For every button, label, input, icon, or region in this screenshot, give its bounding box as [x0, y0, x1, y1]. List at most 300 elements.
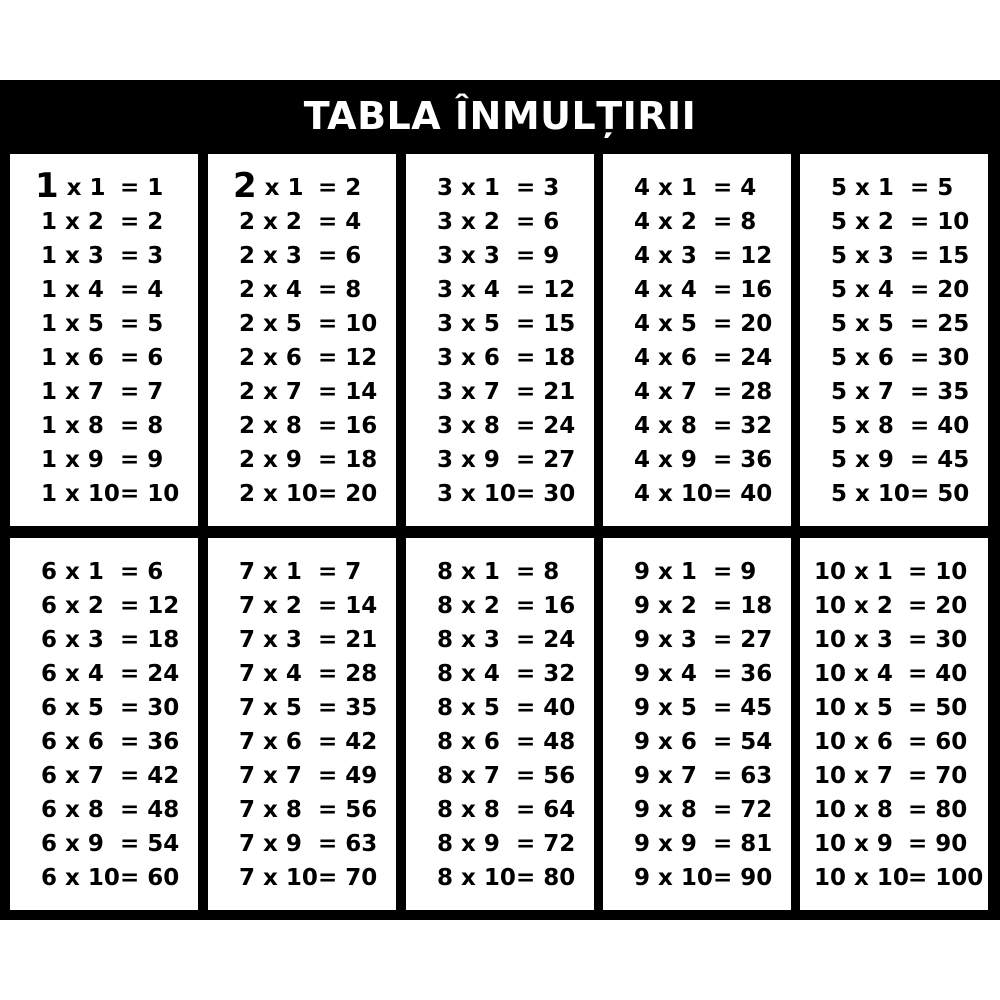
row-result: = 27 — [713, 627, 773, 653]
table-row — [800, 375, 988, 409]
row-result: = 45 — [910, 447, 970, 473]
row-factors: 7 x 7 — [239, 763, 302, 789]
row-factors: 3 x 6 — [437, 345, 500, 371]
row-result: = 90 — [713, 865, 773, 891]
row-result: = 24 — [516, 413, 576, 439]
table-row — [208, 725, 396, 759]
table-row — [603, 273, 791, 307]
row-result: = 42 — [120, 763, 180, 789]
row-result: = 28 — [318, 661, 378, 687]
table-row — [208, 239, 396, 273]
table-row — [208, 205, 396, 239]
row-result: = 8 — [713, 209, 757, 235]
row-factors: 7 x 3 — [239, 627, 302, 653]
table-row — [603, 443, 791, 477]
row-result: = 40 — [910, 413, 970, 439]
row-result: = 21 — [318, 627, 378, 653]
row-factors: 7 x 5 — [239, 695, 302, 721]
row-result: = 12 — [120, 593, 180, 619]
table-row — [10, 657, 198, 691]
row-factors: 1 x 7 — [41, 379, 104, 405]
row-factors: 4 x 8 — [634, 413, 697, 439]
table-row — [800, 555, 988, 589]
table-row — [603, 691, 791, 725]
table-row — [406, 375, 594, 409]
row-factors: 2 x 10 — [239, 481, 318, 507]
row-factors: 4 x 1 — [634, 175, 697, 201]
row-factors: 6 x 2 — [41, 593, 104, 619]
row-result: = 27 — [516, 447, 576, 473]
table-row — [406, 477, 594, 511]
row-result: = 4 — [120, 277, 164, 303]
table-row — [406, 171, 594, 205]
table-row — [10, 725, 198, 759]
row-result: = 7 — [120, 379, 164, 405]
table-row — [406, 691, 594, 725]
table-row — [800, 443, 988, 477]
table-row — [603, 341, 791, 375]
row-factors: 1 x 8 — [41, 413, 104, 439]
row-result: = 70 — [318, 865, 378, 891]
row-factors: 2 x 9 — [239, 447, 302, 473]
table-row — [10, 205, 198, 239]
row-result: = 16 — [516, 593, 576, 619]
row-result: = 12 — [713, 243, 773, 269]
row-result: = 54 — [713, 729, 773, 755]
row-factors: 9 x 6 — [634, 729, 697, 755]
row-factors: 5 x 5 — [831, 311, 894, 337]
row-result: = 8 — [516, 559, 560, 585]
row-factors: 9 x 9 — [634, 831, 697, 857]
row-factors: 1 x 5 — [41, 311, 104, 337]
row-factors: 4 x 9 — [634, 447, 697, 473]
table-row — [10, 307, 198, 341]
table-row — [800, 409, 988, 443]
row-factors: 6 x 4 — [41, 661, 104, 687]
table-row — [603, 623, 791, 657]
table-row — [208, 793, 396, 827]
table-row — [406, 307, 594, 341]
row-result: = 4 — [713, 175, 757, 201]
row-result: = 3 — [516, 175, 560, 201]
row-factors: 5 x 10 — [831, 481, 910, 507]
row-factors: 5 x 2 — [831, 209, 894, 235]
row-result: = 81 — [713, 831, 773, 857]
row-result: = 48 — [516, 729, 576, 755]
row-result: = 12 — [516, 277, 576, 303]
table-row — [800, 623, 988, 657]
row-result: = 35 — [318, 695, 378, 721]
table-8 — [406, 538, 594, 910]
table-row — [603, 307, 791, 341]
table-row — [406, 657, 594, 691]
table-row — [208, 691, 396, 725]
row-factors: 2 x 3 — [239, 243, 302, 269]
row-factors: 6 x 5 — [41, 695, 104, 721]
row-result: = 18 — [318, 447, 378, 473]
table-row — [208, 861, 396, 895]
row-factors: 6 x 1 — [41, 559, 104, 585]
row-factors: 1 x 4 — [41, 277, 104, 303]
table-row — [208, 307, 396, 341]
table-row — [406, 555, 594, 589]
row-result: = 36 — [713, 447, 773, 473]
table-row — [406, 205, 594, 239]
row-factors: 6 x 3 — [41, 627, 104, 653]
row-factors: 4 x 4 — [634, 277, 697, 303]
row-result: = 40 — [908, 661, 968, 687]
row-factors: 2 x 7 — [239, 379, 302, 405]
row-factors: 8 x 5 — [437, 695, 500, 721]
table-row — [406, 239, 594, 273]
row-factors: 5 x 7 — [831, 379, 894, 405]
row-factors: 5 x 6 — [831, 345, 894, 371]
row-factors: 10 x 1 — [814, 559, 893, 585]
table-row — [10, 166, 198, 206]
row-result: = 40 — [713, 481, 773, 507]
table-row — [10, 759, 198, 793]
table-10 — [800, 538, 988, 910]
row-factors: 2 x 5 — [239, 311, 302, 337]
row-result: = 20 — [910, 277, 970, 303]
row-result: = 64 — [516, 797, 576, 823]
table-row — [603, 555, 791, 589]
row-factors: 7 x 4 — [239, 661, 302, 687]
table-row — [10, 793, 198, 827]
row-result: = 8 — [318, 277, 362, 303]
row-factors: 8 x 8 — [437, 797, 500, 823]
row-factors: 8 x 10 — [437, 865, 516, 891]
table-5 — [800, 154, 988, 526]
row-result: = 1 — [120, 175, 164, 201]
row-result: = 63 — [318, 831, 378, 857]
row-result: = 54 — [120, 831, 180, 857]
table-row — [406, 827, 594, 861]
table-row — [208, 623, 396, 657]
table-row — [800, 793, 988, 827]
table-row — [406, 725, 594, 759]
row-result: = 12 — [318, 345, 378, 371]
row-factors: 8 x 1 — [437, 559, 500, 585]
table-row — [10, 691, 198, 725]
row-result: = 9 — [713, 559, 757, 585]
table-row — [10, 827, 198, 861]
row-factors: 1 x 2 — [41, 209, 104, 235]
row-result: = 63 — [713, 763, 773, 789]
row-factors: 10 x 8 — [814, 797, 893, 823]
row-factors: 6 x 7 — [41, 763, 104, 789]
row-result: = 15 — [910, 243, 970, 269]
row-result: = 9 — [516, 243, 560, 269]
row-factors: 10 x 5 — [814, 695, 893, 721]
row-result: = 5 — [910, 175, 954, 201]
row-factors: 8 x 7 — [437, 763, 500, 789]
table-row — [10, 623, 198, 657]
table-row — [603, 827, 791, 861]
table-row — [10, 477, 198, 511]
table-row — [800, 205, 988, 239]
table-row — [10, 555, 198, 589]
table-row — [208, 375, 396, 409]
row-result: = 72 — [516, 831, 576, 857]
table-row — [406, 793, 594, 827]
row-result: = 20 — [908, 593, 968, 619]
table-9 — [603, 538, 791, 910]
row-result: = 18 — [120, 627, 180, 653]
row-factors: 3 x 7 — [437, 379, 500, 405]
row-result: = 30 — [908, 627, 968, 653]
row-factors: 7 x 8 — [239, 797, 302, 823]
table-row — [800, 477, 988, 511]
row-factors: 6 x 9 — [41, 831, 104, 857]
row-result: = 90 — [908, 831, 968, 857]
row-result: = 30 — [910, 345, 970, 371]
table-row — [10, 239, 198, 273]
row-factors: 3 x 5 — [437, 311, 500, 337]
table-row — [603, 375, 791, 409]
table-row — [10, 589, 198, 623]
table-row — [208, 341, 396, 375]
row-factors: 6 x 6 — [41, 729, 104, 755]
row-factors: 3 x 9 — [437, 447, 500, 473]
table-row — [10, 443, 198, 477]
table-row — [800, 239, 988, 273]
row-factors: 7 x 9 — [239, 831, 302, 857]
row-factors: 9 x 4 — [634, 661, 697, 687]
row-result: = 15 — [516, 311, 576, 337]
row-factors: 10 x 4 — [814, 661, 893, 687]
table-row — [208, 555, 396, 589]
row-factors: 1 x 10 — [41, 481, 120, 507]
row-factors: 9 x 1 — [634, 559, 697, 585]
table-row — [208, 166, 396, 206]
row-result: = 24 — [713, 345, 773, 371]
table-row — [800, 759, 988, 793]
table-row — [10, 375, 198, 409]
table-row — [10, 273, 198, 307]
row-result: = 2 — [318, 175, 362, 201]
table-row — [10, 861, 198, 895]
table-row — [603, 759, 791, 793]
table-row — [800, 589, 988, 623]
row-factors: 7 x 2 — [239, 593, 302, 619]
row-factors: 3 x 10 — [437, 481, 516, 507]
row-result: = 45 — [713, 695, 773, 721]
table-row — [603, 861, 791, 895]
row-result: = 56 — [516, 763, 576, 789]
table-4 — [603, 154, 791, 526]
row-factors: 2 x 2 — [239, 209, 302, 235]
row-result: = 35 — [910, 379, 970, 405]
row-result: = 49 — [318, 763, 378, 789]
table-2 — [208, 154, 396, 526]
table-row — [800, 725, 988, 759]
row-factors: 3 x 4 — [437, 277, 500, 303]
row-factors: 2 x 8 — [239, 413, 302, 439]
row-factors: 4 x 3 — [634, 243, 697, 269]
table-row — [800, 273, 988, 307]
table-row — [406, 589, 594, 623]
table-row — [800, 657, 988, 691]
table-row — [800, 827, 988, 861]
row-factors: 7 x 10 — [239, 865, 318, 891]
row-factors: 3 x 2 — [437, 209, 500, 235]
table-row — [800, 691, 988, 725]
row-factors: 10 x 7 — [814, 763, 893, 789]
row-factors: 2 x 1 — [233, 166, 304, 206]
row-result: = 10 — [318, 311, 378, 337]
table-6 — [10, 538, 198, 910]
table-row — [208, 759, 396, 793]
table-row — [208, 273, 396, 307]
table-row — [603, 171, 791, 205]
row-result: = 8 — [120, 413, 164, 439]
row-factors: 4 x 6 — [634, 345, 697, 371]
row-result: = 18 — [713, 593, 773, 619]
row-result: = 24 — [120, 661, 180, 687]
row-result: = 6 — [318, 243, 362, 269]
row-factors: 10 x 2 — [814, 593, 893, 619]
table-row — [603, 477, 791, 511]
row-result: = 4 — [318, 209, 362, 235]
row-result: = 40 — [516, 695, 576, 721]
row-result: = 10 — [120, 481, 180, 507]
table-row — [800, 341, 988, 375]
row-result: = 14 — [318, 593, 378, 619]
row-result: = 50 — [908, 695, 968, 721]
row-result: = 24 — [516, 627, 576, 653]
row-factors: 5 x 4 — [831, 277, 894, 303]
row-result: = 50 — [910, 481, 970, 507]
table-row — [406, 861, 594, 895]
row-result: = 16 — [713, 277, 773, 303]
row-factors: 4 x 5 — [634, 311, 697, 337]
row-result: = 20 — [713, 311, 773, 337]
table-row — [406, 623, 594, 657]
row-factors: 5 x 8 — [831, 413, 894, 439]
row-result: = 72 — [713, 797, 773, 823]
row-factors: 2 x 6 — [239, 345, 302, 371]
table-row — [603, 793, 791, 827]
row-result: = 18 — [516, 345, 576, 371]
multiplication-board — [0, 80, 1000, 920]
table-row — [406, 341, 594, 375]
table-row — [406, 443, 594, 477]
row-result: = 6 — [120, 559, 164, 585]
row-result: = 30 — [120, 695, 180, 721]
row-result: = 2 — [120, 209, 164, 235]
row-result: = 7 — [318, 559, 362, 585]
table-row — [10, 341, 198, 375]
row-result: = 25 — [910, 311, 970, 337]
row-factors: 4 x 2 — [634, 209, 697, 235]
row-factors: 10 x 3 — [814, 627, 893, 653]
row-result: = 20 — [318, 481, 378, 507]
row-factors: 6 x 10 — [41, 865, 120, 891]
row-result: = 100 — [908, 865, 984, 891]
row-result: = 36 — [120, 729, 180, 755]
row-factors: 9 x 8 — [634, 797, 697, 823]
row-factors: 6 x 8 — [41, 797, 104, 823]
row-result: = 60 — [908, 729, 968, 755]
row-factors: 8 x 2 — [437, 593, 500, 619]
row-result: = 36 — [713, 661, 773, 687]
table-row — [800, 307, 988, 341]
row-factors: 7 x 1 — [239, 559, 302, 585]
table-row — [208, 477, 396, 511]
row-factors: 5 x 3 — [831, 243, 894, 269]
row-factors: 1 x 6 — [41, 345, 104, 371]
row-result: = 32 — [713, 413, 773, 439]
row-factors: 3 x 3 — [437, 243, 500, 269]
table-row — [603, 239, 791, 273]
row-factors: 9 x 7 — [634, 763, 697, 789]
row-result: = 9 — [120, 447, 164, 473]
row-factors: 4 x 10 — [634, 481, 713, 507]
row-result: = 80 — [908, 797, 968, 823]
table-row — [603, 657, 791, 691]
row-factors: 3 x 1 — [437, 175, 500, 201]
row-result: = 16 — [318, 413, 378, 439]
table-row — [800, 861, 988, 895]
row-result: = 14 — [318, 379, 378, 405]
table-row — [406, 409, 594, 443]
row-result: = 10 — [908, 559, 968, 585]
table-1 — [10, 154, 198, 526]
table-row — [208, 827, 396, 861]
row-factors: 5 x 1 — [831, 175, 894, 201]
row-factors: 1 x 3 — [41, 243, 104, 269]
row-factors: 8 x 3 — [437, 627, 500, 653]
row-factors: 1 x 1 — [35, 166, 106, 206]
row-result: = 32 — [516, 661, 576, 687]
page-title: TABLA ÎNMULȚIRII — [303, 94, 697, 138]
row-result: = 28 — [713, 379, 773, 405]
table-3 — [406, 154, 594, 526]
row-result: = 10 — [910, 209, 970, 235]
row-factors: 4 x 7 — [634, 379, 697, 405]
row-factors: 9 x 3 — [634, 627, 697, 653]
row-factors: 9 x 5 — [634, 695, 697, 721]
row-factors: 10 x 9 — [814, 831, 893, 857]
row-result: = 30 — [516, 481, 576, 507]
table-row — [603, 409, 791, 443]
table-row — [603, 589, 791, 623]
row-result: = 5 — [120, 311, 164, 337]
table-row — [10, 409, 198, 443]
row-result: = 3 — [120, 243, 164, 269]
row-result: = 21 — [516, 379, 576, 405]
table-row — [800, 171, 988, 205]
row-result: = 80 — [516, 865, 576, 891]
table-row — [208, 409, 396, 443]
row-result: = 48 — [120, 797, 180, 823]
table-row — [208, 589, 396, 623]
row-factors: 9 x 10 — [634, 865, 713, 891]
row-factors: 10 x 10 — [814, 865, 909, 891]
row-factors: 7 x 6 — [239, 729, 302, 755]
row-factors: 1 x 9 — [41, 447, 104, 473]
table-row — [208, 657, 396, 691]
row-factors: 5 x 9 — [831, 447, 894, 473]
row-factors: 8 x 6 — [437, 729, 500, 755]
row-factors: 8 x 4 — [437, 661, 500, 687]
table-row — [406, 273, 594, 307]
row-result: = 70 — [908, 763, 968, 789]
row-result: = 42 — [318, 729, 378, 755]
row-result: = 60 — [120, 865, 180, 891]
table-row — [603, 725, 791, 759]
